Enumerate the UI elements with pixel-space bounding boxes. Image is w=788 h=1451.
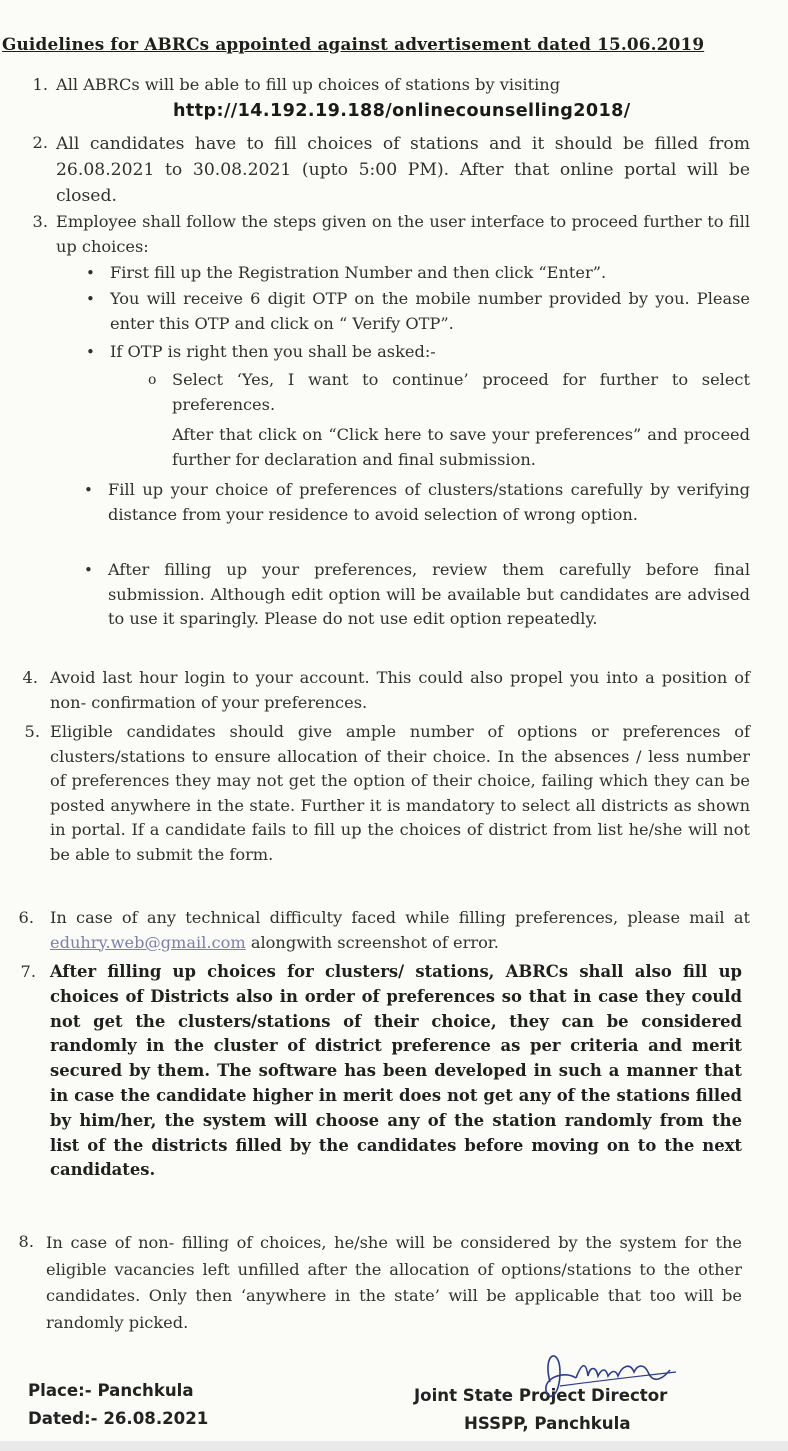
signatory-designation: Joint State Project Director [414, 1386, 668, 1405]
support-email-link[interactable]: eduhry.web@gmail.com [50, 932, 246, 952]
item-text: After filling up choices for clusters/ stations, ABRCs shall also fill up choices of Districts also in order of preferences so that in case they could not get the clusters/stations of their choice, they can be considered randomly in the cluster of district preference as per criteria and merit secured by them. The software has been developed in such a manner that in case the candidate higher in merit does not get any of the stations filled by him/her, the system will choose any of the station randomly from the list of the districts filled by the candidates before moving on to the next candidates. [50, 962, 742, 1180]
step-bullet [84, 478, 750, 527]
circle-bullet-icon: o [148, 372, 157, 388]
sub-step-text: Select ‘Yes, I want to continue’ proceed for further to select preferences. [172, 370, 750, 414]
signatory-office: HSSPP, Panchkula [464, 1414, 631, 1433]
item-number: 6. [18, 908, 34, 927]
item-text: Avoid last hour login to your account. This could also propel you into a position of non- confirmation of your preferences. [50, 668, 750, 712]
step-bullet [86, 287, 750, 336]
bullet-icon: • [86, 290, 95, 308]
item-number: 2. [32, 133, 48, 152]
bullet-text: First fill up the Registration Number and then click “Enter”. [110, 263, 607, 282]
bullet-text: You will receive 6 digit OTP on the mobile number provided by you. Please enter this OTP and click on “ Verify OTP”. [110, 289, 750, 333]
item-number: 4. [22, 668, 38, 687]
item-number: 5. [24, 722, 40, 741]
document-title: Guidelines for ABRCs appointed against advertisement dated 15.06.2019 [2, 34, 705, 54]
item-number: 7. [20, 962, 36, 981]
item-text: All candidates have to fill choices of stations and it should be filled from 26.08.2021 to 30.08.2021 (upto 5:00 PM). After that online portal will be closed. [56, 134, 750, 206]
scan-edge [0, 1441, 788, 1451]
bullet-text: If OTP is right then you shall be asked:- [110, 342, 436, 361]
step-bullet [86, 340, 750, 365]
bullet-icon: • [84, 561, 93, 579]
bullet-text: After filling up your preferences, review them carefully before final submission. Although edit option will be available but candidates are advised to use it sparingly. Please do not use edit option repeatedly. [108, 560, 750, 629]
step-bullet [86, 261, 750, 286]
item-text: Eligible candidates should give ample number of options or preferences of clusters/stations to ensure allocation of their choice. In the absences / less number of preferences they may not get the option of their choice, failing which they can be posted anywhere in the state. Further it is mandatory to select all districts as shown in portal. If a candidate fails to fill up the choices of district from list he/she will not be able to submit the form. [50, 722, 750, 864]
item-text: Employee shall follow the steps given on the user interface to proceed further to fill up choices: [56, 212, 750, 256]
bullet-icon: • [84, 481, 93, 499]
date-label: Dated:- 26.08.2021 [28, 1409, 209, 1428]
item-number: 3. [32, 212, 48, 231]
sub-step-continuation [172, 423, 750, 472]
counselling-url-link[interactable]: http://14.192.19.188/onlinecounselling2018/ [173, 101, 631, 121]
item-number: 8. [18, 1232, 34, 1251]
sub-step [148, 368, 750, 417]
item-text-before: In case of any technical difficulty faced while filling preferences, please mail at [50, 908, 750, 927]
sub-step-text: After that click on “Click here to save your preferences” and proceed further for declaration and final submission. [172, 425, 750, 469]
item-text: All ABRCs will be able to fill up choices of stations by visiting [56, 75, 561, 94]
item-text: In case of non- filling of choices, he/she will be considered by the system for the eligible vacancies left unfilled after the allocation of options/stations to the other candidates. Only then ‘anywhere in the state’ will be applicable that too will be randomly picked. [46, 1233, 742, 1332]
bullet-icon: • [86, 264, 95, 282]
item-text-after: alongwith screenshot of error. [245, 932, 499, 952]
place-label: Place:- Panchkula [28, 1381, 194, 1400]
step-bullet [84, 558, 750, 632]
bullet-text: Fill up your choice of preferences of clusters/stations carefully by verifying distance from your residence to avoid selection of wrong option. [108, 480, 750, 524]
signature [530, 1342, 680, 1404]
item-text [50, 906, 750, 955]
item-number: 1. [32, 75, 48, 94]
bullet-icon: • [86, 343, 95, 361]
